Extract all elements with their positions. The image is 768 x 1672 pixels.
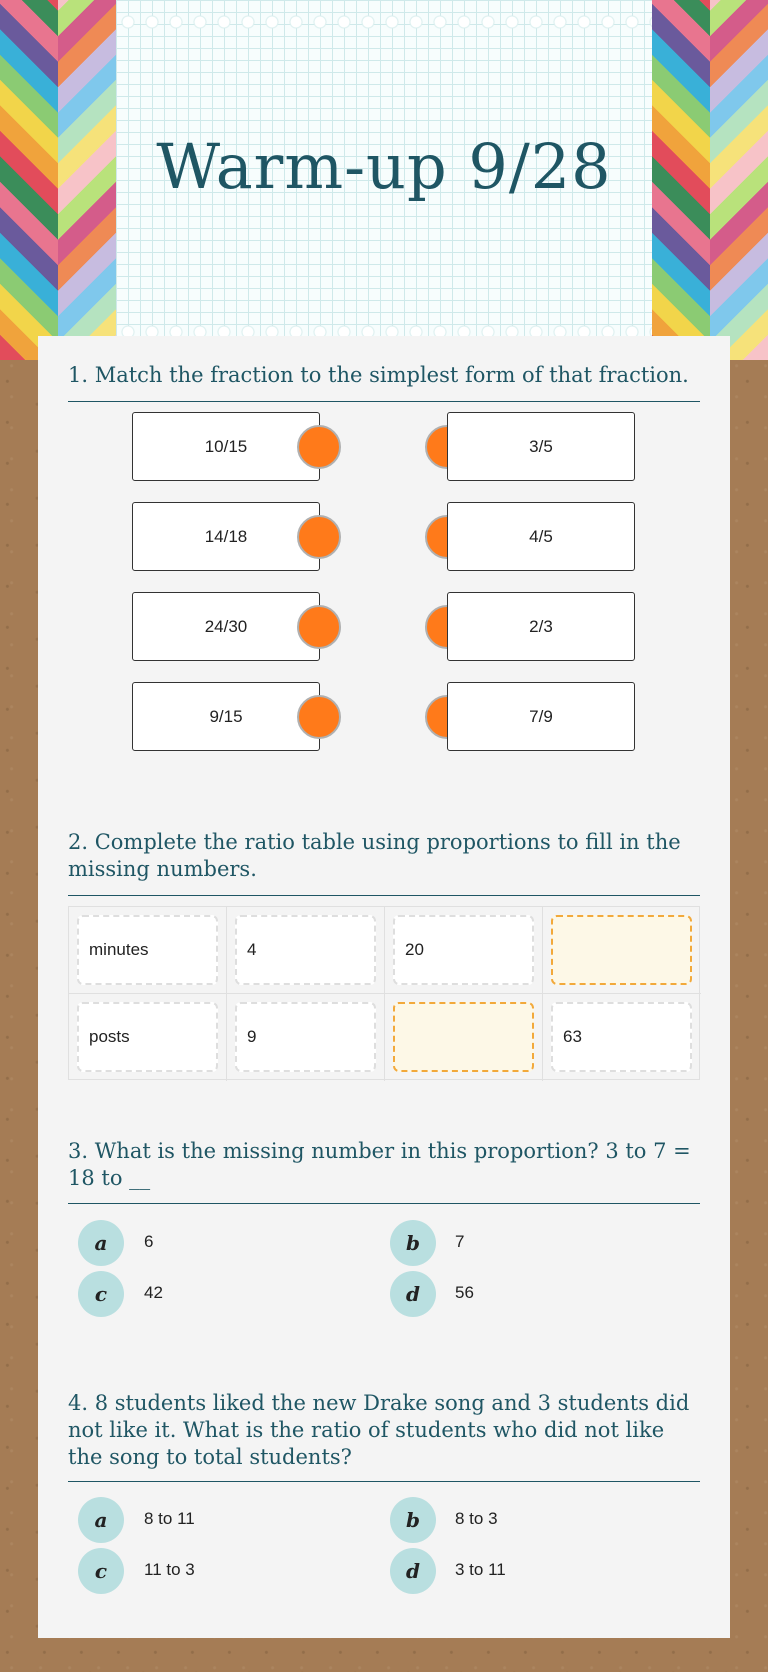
question-4-divider (68, 1481, 700, 1482)
question-2-title: 2. Complete the ratio table using proportions to fill in the missing numbers. (68, 830, 681, 881)
table-cell (385, 994, 543, 1081)
blank-answer-input[interactable] (551, 915, 692, 985)
question-3-title: 3. What is the missing number in this proportion? 3 to 7 = 18 to __ (68, 1139, 691, 1190)
table-cell-input[interactable]: posts (77, 1002, 218, 1072)
match-right-4[interactable] (447, 682, 635, 751)
table-cell-input[interactable]: minutes (77, 915, 218, 985)
match-left-2-label: 14/18 (204, 526, 248, 546)
table-cell-input[interactable]: 63 (551, 1002, 692, 1072)
table-cell-input[interactable]: 9 (235, 1002, 376, 1072)
option-c-text[interactable]: 11 to 3 (144, 1560, 195, 1579)
header-banner (0, 0, 768, 360)
table-cell (385, 907, 543, 994)
option-b-badge[interactable]: b (390, 1497, 436, 1543)
match-right-1[interactable] (447, 412, 635, 481)
option-b-text[interactable]: 7 (455, 1232, 465, 1251)
match-left-1[interactable] (132, 412, 320, 481)
option-a-text[interactable]: 8 to 11 (144, 1509, 195, 1528)
ratio-table (68, 906, 700, 1080)
match-right-2[interactable] (447, 502, 635, 571)
chevron-pattern-left (0, 0, 116, 360)
match-left-1-label: 10/15 (204, 436, 248, 456)
table-cell-input[interactable]: 20 (393, 915, 534, 985)
match-right-2-label: 4/5 (529, 526, 553, 546)
match-right-1-label: 3/5 (529, 436, 553, 456)
match-left-3-connector[interactable] (297, 605, 341, 649)
option-a-text[interactable]: 6 (144, 1232, 154, 1251)
table-cell (69, 907, 227, 994)
match-left-4-label: 9/15 (209, 706, 243, 726)
question-2-divider (68, 895, 700, 896)
match-left-3[interactable] (132, 592, 320, 661)
question-1-divider (68, 401, 700, 402)
option-a-badge[interactable]: a (78, 1220, 124, 1266)
table-cell (227, 994, 385, 1081)
match-left-2-connector[interactable] (297, 515, 341, 559)
option-c-badge[interactable]: c (78, 1548, 124, 1594)
worksheet-card (38, 336, 730, 1638)
match-left-3-label: 24/30 (204, 616, 248, 636)
chevron-pattern-right (652, 0, 768, 360)
table-cell (543, 907, 701, 994)
match-left-4-connector[interactable] (297, 695, 341, 739)
question-4-title: 4. 8 students liked the new Drake song and 3 students did not like it. What is the ratio of students who did not like the song to total students? (68, 1391, 690, 1469)
match-right-3[interactable] (447, 592, 635, 661)
blank-answer-input[interactable] (393, 1002, 534, 1072)
option-c-text[interactable]: 42 (144, 1283, 163, 1302)
question-3-divider (68, 1203, 700, 1204)
table-cell (69, 994, 227, 1081)
match-left-1-connector[interactable] (297, 425, 341, 469)
question-1-title: 1. Match the fraction to the simplest form of that fraction. (68, 363, 689, 387)
table-cell (543, 994, 701, 1081)
match-right-3-label: 2/3 (529, 616, 553, 636)
option-b-badge[interactable]: b (390, 1220, 436, 1266)
option-a-badge[interactable]: a (78, 1497, 124, 1543)
page-title: Warm-up 9/28 (156, 130, 612, 203)
table-cell (227, 907, 385, 994)
table-cell-input[interactable]: 4 (235, 915, 376, 985)
match-left-4[interactable] (132, 682, 320, 751)
match-left-2[interactable] (132, 502, 320, 571)
option-d-text[interactable]: 3 to 11 (455, 1560, 506, 1579)
option-c-badge[interactable]: c (78, 1271, 124, 1317)
match-right-4-label: 7/9 (529, 706, 553, 726)
option-d-badge[interactable]: d (390, 1548, 436, 1594)
option-d-badge[interactable]: d (390, 1271, 436, 1317)
option-d-text[interactable]: 56 (455, 1283, 474, 1302)
option-b-text[interactable]: 8 to 3 (455, 1509, 498, 1528)
notebook-holes-top (116, 12, 652, 32)
